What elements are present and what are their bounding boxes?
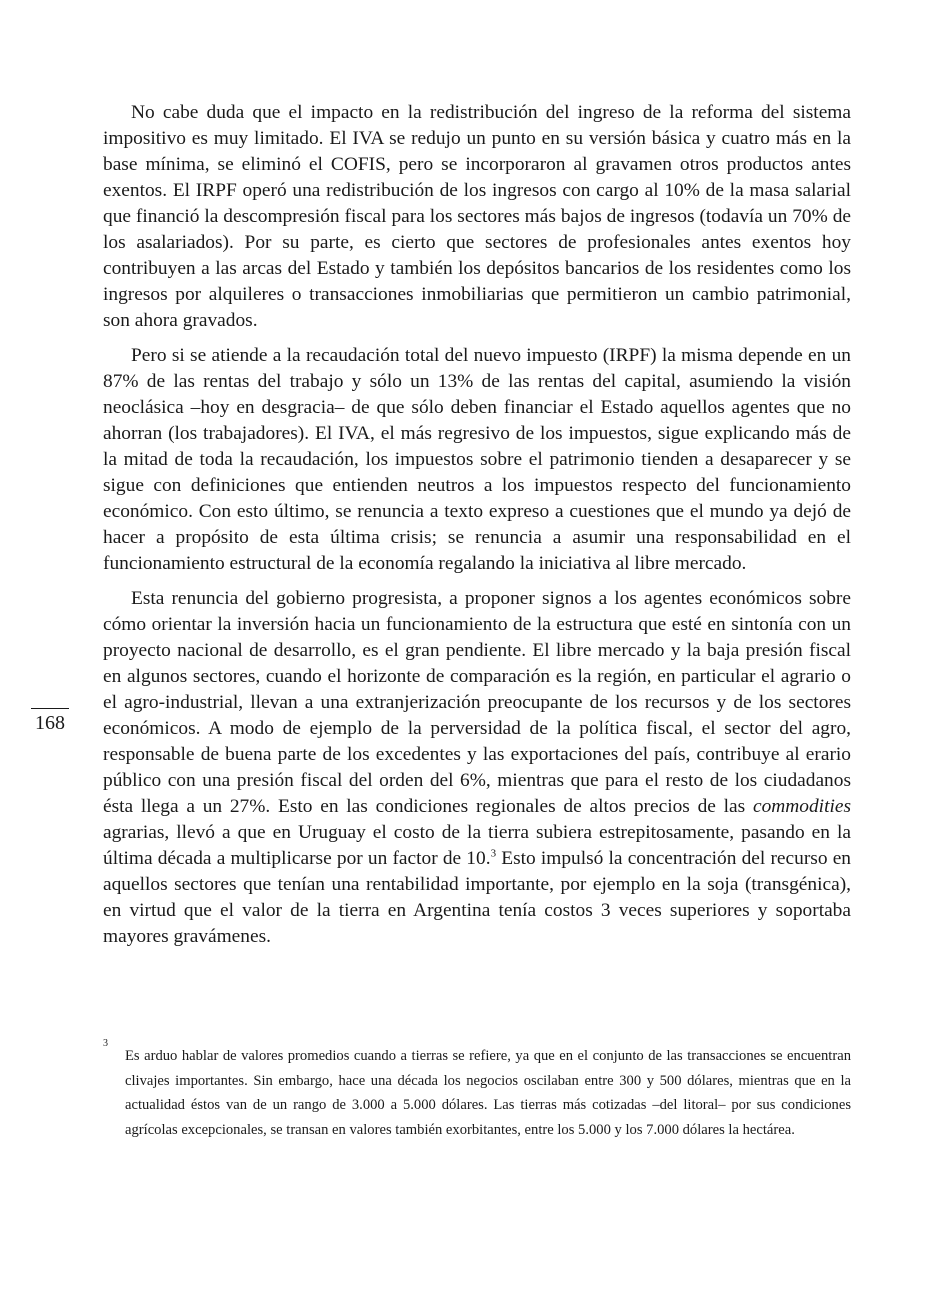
- body-text: [103, 100, 851, 959]
- footnote-3: [103, 1038, 851, 1142]
- footnote-marker: 3: [103, 1038, 108, 1049]
- footnote-reference[interactable]: 3: [490, 847, 497, 860]
- italic-term: commodities: [752, 796, 851, 817]
- paragraph-3-text: Esta renuncia del gobierno progresista, a proponer signos a los agentes económicos sobre cómo orientar la inversión hacia un funcionamiento de la estructura que esté en sintonía con un proyecto nacional de desarrollo, es el gran pendiente. El libre mercado y la baja presión fiscal en algunos sectores, cuando el horizonte de comparación es la región, en particular el agrario o el agro-industrial, llevan a una extranjerización preocupante de los recursos y de los sectores económicos. A modo de ejemplo de la perversidad de la política fiscal, el sector del agro, responsable de buena parte de los excedentes y las exportaciones del país, contribuye al erario público con una presión fiscal del orden del 6%, mientras que para el resto de los ciudadanos ésta llega a un 27%. Esto en las condiciones regionales de altos precios de las: [103, 588, 851, 817]
- paragraph-3: [103, 586, 851, 950]
- paragraph-2: Pero si se atiende a la recaudación total del nuevo impuesto (IRPF) la misma depende en un 87% de las rentas del trabajo y sólo un 13% de las rentas del capital, asumiendo la visión neoclásica –hoy en desgracia– de que sólo deben financiar el Estado aquellos agentes que no ahorran (los trabajadores). El IVA, el más regresivo de los impuestos, sigue explicando más de la mitad de toda la recaudación, los impuestos sobre el patrimonio tienden a desaparecer y se sigue con definiciones que entienden neutros a los impuestos respecto del funcionamiento económico. Con esto último, se renuncia a texto expreso a cuestiones que el mundo ya dejó de hacer a propósito de esta última crisis; se renuncia a asumir una responsabilidad en el funcionamiento estructural de la economía regalando la iniciativa al libre mercado.: [103, 345, 851, 574]
- footnote-text: Es arduo hablar de valores promedios cuando a tierras se refiere, ya que en el conjunto de las transacciones se encuentran clivajes importantes. Sin embargo, hace una década los negocios oscilaban entre 300 y 500 dólares, mientras que en la actualidad éstos van de un rango de 3.000 a 5.000 dólares. Las tierras más cotizadas –del litoral– por sus condiciones agrícolas excepcionales, se transan en valores también exorbitantes, entre los 5.000 y los 7.000 dólares la hectárea.: [125, 1048, 851, 1138]
- paragraph-3-text-end: Esto impulsó la concentración del recurso en aquellos sectores que tenían una rentabilidad importante, por ejemplo en la soja (transgénica), en virtud que el valor de la tierra en Argentina tenía costos 3 veces superiores y soportaba mayores gravámenes.: [103, 848, 852, 947]
- paragraph-1: No cabe duda que el impacto en la redistribución del ingreso de la reforma del sistema impositivo es muy limitado. El IVA se redujo un punto en su versión básica y cuatro más en la base mínima, se eliminó el COFIS, pero se incorporaron al gravamen otros productos antes exentos. El IRPF operó una redistribución de los ingresos con cargo al 10% de la masa salarial que financió la descompresión fiscal para los sectores más bajos de ingresos (todavía un 70% de los asalariados). Por su parte, es cierto que sectores de profesionales antes exentos hoy contribuyen a las arcas del Estado y también los depósitos bancarios de los residentes como los ingresos por alquileres o transacciones inmobiliarias que permitieron un cambio patrimonial, son ahora gravados.: [103, 102, 851, 331]
- paragraph-3-text-continued: agrarias, llevó a que en Uruguay el costo de la tierra subiera estrepitosamente, pasando en la última década a multiplicarse por un factor de 10.: [103, 822, 851, 869]
- footnotes-section: [103, 1038, 851, 1142]
- page-number: 168: [31, 708, 69, 735]
